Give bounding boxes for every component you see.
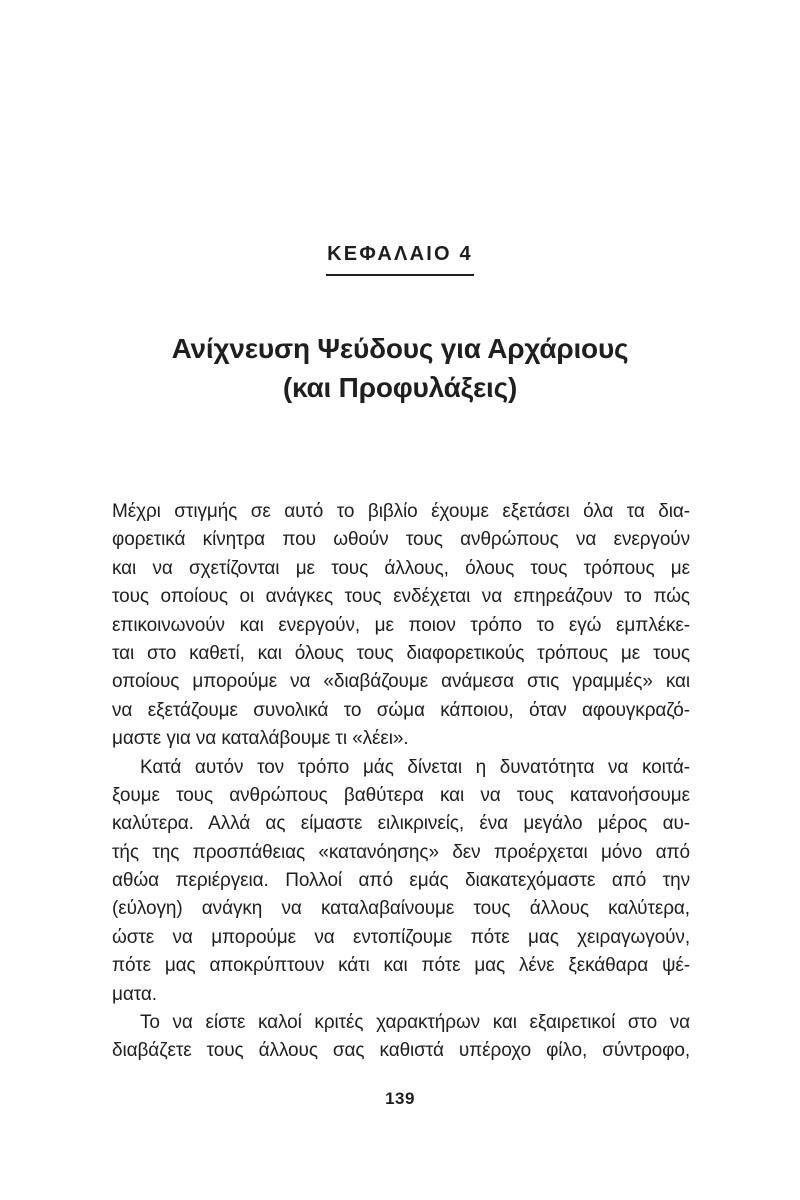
- body-line: να εξετάζουμε συνολικά το σώμα κάποιου, όταν αφουγκραζό-: [112, 699, 690, 721]
- body-line: ται στο καθετί, και όλους τους διαφορετικούς τρόπους με τους: [112, 642, 690, 664]
- body-line: Μέχρι στιγμής σε αυτό το βιβλίο έχουμε εξετάσει όλα τα δια-: [112, 501, 690, 522]
- chapter-heading: [0, 243, 800, 276]
- body-line: ματα.: [112, 983, 157, 1005]
- body-line: αθώα περιέργεια. Πολλοί από εμάς διακατεχόμαστε από την: [112, 870, 690, 892]
- body-line: επικοινωνούν και ενεργούν, με ποιον τρόπο το εγώ εμπλέκε-: [112, 614, 690, 636]
- body-text: [112, 498, 690, 1066]
- body-line: μαστε για να καταλάβουμε τι «λέει».: [112, 728, 409, 750]
- body-line: καλύτερα. Αλλά ας είμαστε ειλικρινείς, ένα μεγάλο μέρος αυ-: [112, 813, 690, 835]
- body-line: ξουμε τους ανθρώπους βαθύτερα και να τους κατανοήσουμε: [112, 784, 690, 806]
- chapter-label: ΚΕΦΑΛΑΙΟ 4: [326, 243, 474, 276]
- body-line: (εύλογη) ανάγκη να καταλαβαίνουμε τους άλλους καλύτερα,: [112, 898, 690, 920]
- body-line: ώστε να μπορούμε να εντοπίζουμε πότε μας χειραγωγούν,: [112, 926, 690, 948]
- body-line: φορετικά κίνητρα που ωθούν τους ανθρώπους να ενεργούν: [112, 529, 690, 551]
- body-line: Κατά αυτόν τον τρόπο μάς δίνεται η δυνατότητα να κοιτά-: [140, 756, 690, 778]
- chapter-title-line1: Ανίχνευση Ψεύδους για Αρχάριους: [171, 333, 629, 364]
- body-line: πότε μας αποκρύπτουν κάτι και πότε μας λένε ξεκάθαρα ψέ-: [112, 955, 690, 977]
- chapter-title-line2: (και Προφυλάξεις): [282, 372, 518, 403]
- body-line: τους οποίους οι ανάγκες τους ενδέχεται να επηρεάζουν το πώς: [112, 586, 690, 608]
- body-line: Το να είστε καλοί κριτές χαρακτήρων και εξαιρετικοί στο να: [140, 1012, 690, 1034]
- body-line: διαβάζετε τους άλλους σας καθιστά υπέροχο φίλο, σύντροφο,: [112, 1040, 690, 1062]
- page-number: 139: [385, 1089, 415, 1108]
- chapter-title: [0, 329, 800, 407]
- body-line: οποίους μπορούμε να «διαβάζουμε ανάμεσα στις γραμμές» και: [112, 671, 690, 693]
- body-line: και να σχετίζονται με τους άλλους, όλους τους τρόπους με: [112, 557, 690, 579]
- body-line: τής της προσπάθειας «κατανόησης» δεν προέρχεται μόνο από: [112, 841, 690, 863]
